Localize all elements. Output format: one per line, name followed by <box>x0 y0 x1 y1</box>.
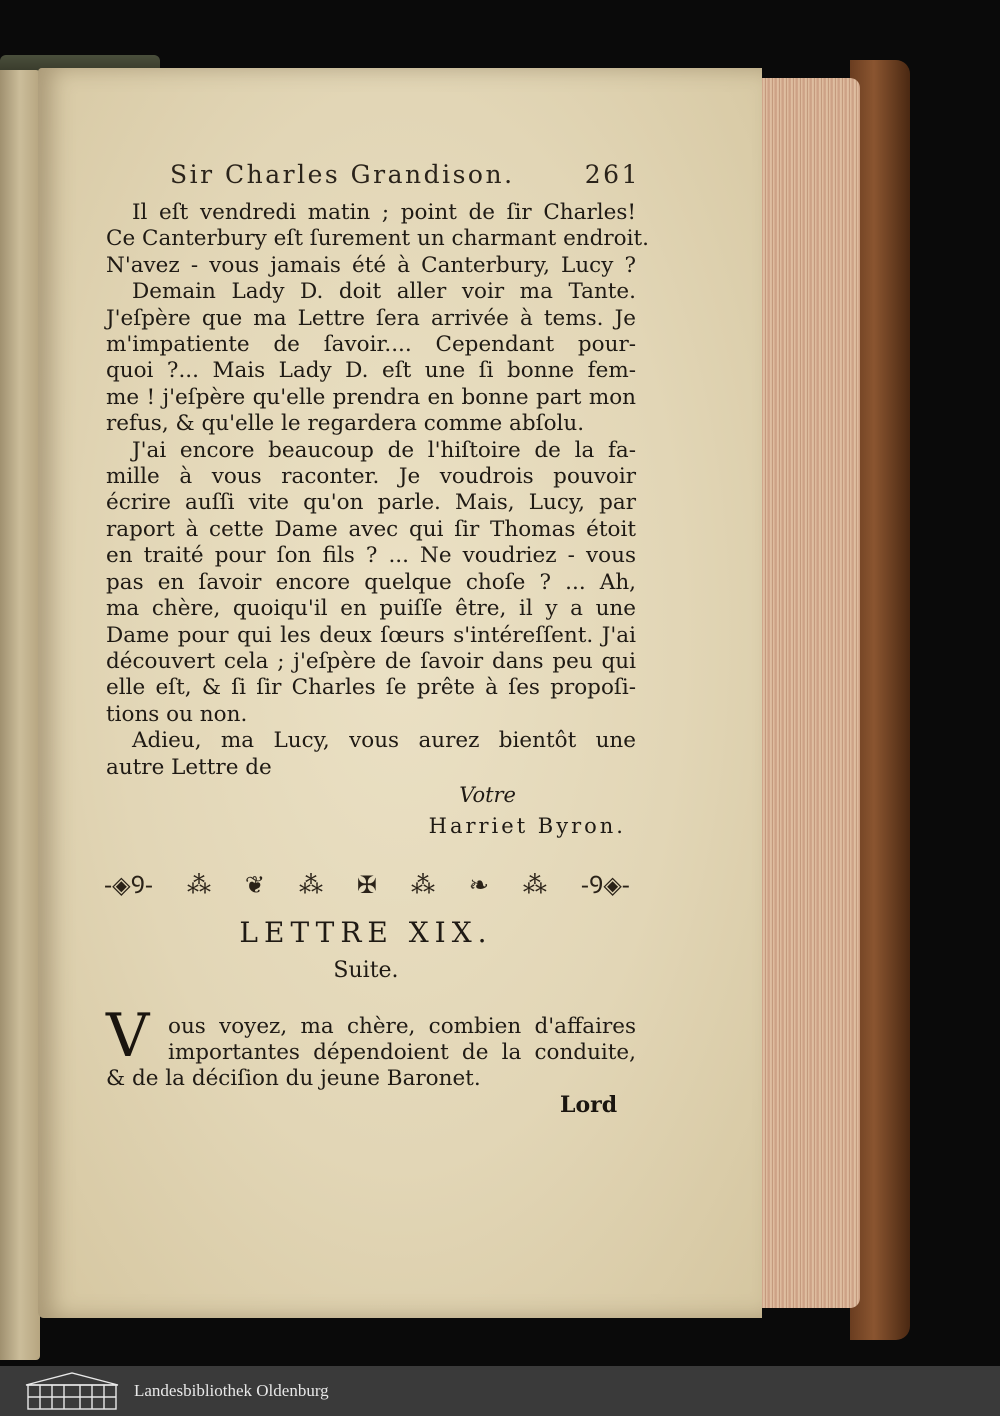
signature-closing: Votre <box>459 783 516 807</box>
text-line: refus, & qu'elle le regardera comme abſolu. <box>106 411 585 437</box>
text-line: découvert cela ; j'eſpère de ſavoir dans peu qui <box>106 648 636 674</box>
fleuron-icon: ✠ <box>356 870 377 899</box>
letter-text <box>106 1014 636 1092</box>
text-line: elle eſt, & ſi ſir Charles ſe prête à ſes propoſi- <box>106 675 636 701</box>
text-line: J'eſpère que ma Lettre ſera arrivée à tems. Je <box>106 305 636 331</box>
text-line: Adieu, ma Lucy, vous aurez bientôt une <box>132 728 636 754</box>
star-cluster-icon: ⁂ <box>186 870 211 899</box>
text-line: tions ou non. <box>106 701 248 727</box>
text-line: quoi ?... Mais Lady D. eſt une ſi bonne fem- <box>106 358 636 384</box>
running-head <box>170 160 640 189</box>
drop-cap: V <box>106 1001 150 1071</box>
ornament-band <box>104 868 630 901</box>
fleuron-icon: ❦ <box>244 870 266 899</box>
text-line: & de la déciſion du jeune Baronet. <box>106 1066 481 1091</box>
text-line: m'impatiente de ſavoir.... Cependant pour- <box>106 332 636 358</box>
body-text <box>106 200 649 781</box>
text-line: N'avez - vous jamais été à Canterbury, Lucy ? <box>106 252 636 278</box>
text-line: mille à vous raconter. Je voudrois pouvoir <box>106 464 636 490</box>
fleuron-icon: -Ꝯ◈- <box>580 871 630 899</box>
star-cluster-icon: ⁂ <box>298 870 323 899</box>
text-line: importantes dépendoient de la conduite, <box>168 1040 636 1065</box>
text-line: pas en ſavoir encore quelque choſe ? ... Ah, <box>106 569 636 595</box>
text-line: autre Lettre de <box>106 754 272 780</box>
text-line: Ce Canterbury eſt ſurement un charmant endroit. <box>106 226 649 252</box>
left-page-edge <box>0 70 40 1360</box>
text-line: J'ai encore beaucoup de l'hiſtoire de la fa- <box>132 437 636 463</box>
letter-heading: LETTRE XIX. <box>239 916 493 949</box>
star-cluster-icon: ⁂ <box>522 870 547 899</box>
fleuron-icon: ❧ <box>468 870 489 899</box>
fleuron-icon: -◈Ꝯ- <box>104 871 154 899</box>
text-line: raport à cette Dame avec qui ſir Thomas étoit <box>106 516 636 542</box>
page-edges <box>752 78 860 1308</box>
signature-name: Harriet Byron. <box>428 814 626 838</box>
library-building-icon <box>22 1371 122 1411</box>
text-line: me ! j'eſpère qu'elle prendra en bonne part mon <box>106 384 636 410</box>
footer-label: Landesbibliothek Oldenburg <box>134 1381 329 1400</box>
page-number: 261 <box>584 160 640 189</box>
text-line: Dame pour qui les deux ſœurs s'intéreſſent. J'ai <box>106 622 636 648</box>
text-line: ous voyez, ma chère, combien d'affaires <box>168 1014 636 1039</box>
text-line: en traité pour ſon fils ? ... Ne voudriez - vous <box>106 543 636 569</box>
text-line: ma chère, quoiqu'il en puiſſe être, il y a une <box>106 596 636 622</box>
footer-bar <box>0 1366 1000 1416</box>
star-cluster-icon: ⁂ <box>410 870 435 899</box>
catchword: Lord <box>560 1092 618 1118</box>
running-head-title: Sir Charles Grandison. <box>170 160 515 189</box>
text-line: Demain Lady D. doit aller voir ma Tante. <box>132 279 636 305</box>
text-line: Il eſt vendredi matin ; point de ſir Charles! <box>132 200 636 225</box>
text-line: écrire auſſi vite qu'on parle. Mais, Lucy, par <box>106 490 636 516</box>
letter-subtitle: Suite. <box>333 958 399 983</box>
